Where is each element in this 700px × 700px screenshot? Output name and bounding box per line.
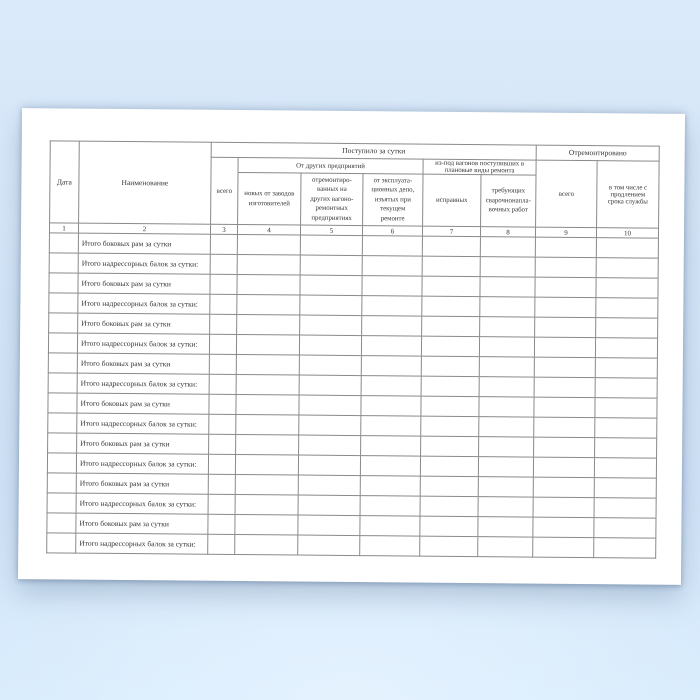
row-value-cell (480, 237, 535, 257)
header-needs-welding: требующих сварочнонапла- вочных работ (481, 175, 537, 227)
row-name-cell: Итого боковых рам за сутки (78, 233, 210, 254)
row-value-cell (210, 234, 237, 254)
row-name-cell: Итого боковых рам за сутки (77, 393, 209, 414)
row-date-cell (47, 533, 76, 553)
row-value-cell (533, 517, 594, 538)
row-date-cell (48, 353, 77, 373)
header-repaired-group: Отремонтировано (536, 145, 659, 161)
row-value-cell (479, 377, 534, 397)
row-value-cell (300, 275, 362, 296)
row-value-cell (480, 297, 535, 317)
row-value-cell (478, 457, 533, 477)
row-value-cell (420, 536, 478, 557)
row-value-cell (299, 355, 361, 376)
column-number: 3 (210, 224, 237, 234)
row-value-cell (298, 455, 360, 476)
row-value-cell (596, 298, 658, 319)
row-name-cell: Итого боковых рам за сутки (77, 433, 209, 454)
row-name-cell: Итого надрессорных балок за сутки: (77, 373, 209, 394)
table-row (47, 533, 656, 558)
row-name-cell: Итого боковых рам за сутки (78, 273, 210, 294)
row-value-cell (594, 498, 656, 519)
row-date-cell (48, 393, 77, 413)
row-value-cell (420, 516, 478, 537)
row-value-cell (300, 315, 362, 336)
row-value-cell (361, 356, 421, 377)
row-value-cell (236, 374, 299, 395)
row-value-cell (595, 398, 657, 419)
row-value-cell (595, 418, 657, 439)
row-value-cell (479, 337, 534, 357)
row-name-cell: Итого надрессорных балок за сутки: (78, 253, 210, 274)
row-value-cell (478, 497, 533, 517)
column-number: 6 (362, 226, 422, 237)
column-number: 2 (78, 223, 210, 234)
row-value-cell (210, 254, 237, 274)
row-value-cell (237, 314, 300, 335)
row-name-cell: Итого надрессорных балок за сутки: (78, 293, 210, 314)
row-date-cell (47, 473, 76, 493)
row-value-cell (594, 538, 656, 559)
row-value-cell (236, 354, 299, 375)
row-value-cell (422, 316, 480, 337)
row-value-cell (299, 435, 361, 456)
row-value-cell (362, 316, 422, 337)
row-date-cell (48, 373, 77, 393)
row-value-cell (535, 257, 596, 278)
row-value-cell (534, 437, 595, 458)
row-value-cell (595, 378, 657, 399)
row-value-cell (533, 537, 594, 558)
row-date-cell (47, 513, 76, 533)
row-value-cell (362, 256, 422, 277)
row-value-cell (422, 296, 480, 317)
row-name-cell: Итого надрессорных балок за сутки: (77, 413, 209, 434)
row-value-cell (209, 354, 236, 374)
row-value-cell (235, 514, 298, 535)
row-value-cell (361, 436, 421, 457)
row-value-cell (210, 314, 237, 334)
row-value-cell (533, 477, 594, 498)
row-name-cell: Итого надрессорных балок за сутки: (77, 333, 209, 354)
row-value-cell (299, 415, 361, 436)
row-value-cell (299, 395, 361, 416)
header-from-other-group: От других предприятий (238, 158, 423, 175)
row-value-cell (300, 255, 362, 276)
row-value-cell (361, 396, 421, 417)
row-date-cell (48, 333, 77, 353)
column-number: 9 (536, 227, 597, 238)
row-value-cell (361, 336, 421, 357)
row-value-cell (596, 258, 658, 279)
row-value-cell (209, 374, 236, 394)
row-value-cell (479, 397, 534, 417)
row-value-cell (210, 274, 237, 294)
row-value-cell (421, 376, 479, 397)
row-value-cell (361, 416, 421, 437)
row-value-cell (596, 238, 658, 259)
row-value-cell (298, 475, 360, 496)
table-body (47, 233, 659, 558)
row-value-cell (420, 456, 478, 477)
row-value-cell (236, 394, 299, 415)
row-value-cell (421, 356, 479, 377)
header-received-total: всего (211, 157, 239, 224)
row-value-cell (236, 414, 299, 435)
row-value-cell (208, 514, 235, 534)
row-value-cell (594, 458, 656, 479)
row-value-cell (594, 518, 656, 539)
row-value-cell (236, 334, 299, 355)
row-value-cell (362, 276, 422, 297)
row-value-cell (478, 517, 533, 537)
row-value-cell (235, 454, 298, 475)
header-from-wagons-group: из-под вагонов поступивших в плановые виды ремонта (423, 159, 536, 175)
row-value-cell (421, 436, 479, 457)
row-date-cell (48, 433, 77, 453)
row-value-cell (421, 416, 479, 437)
row-value-cell (208, 454, 235, 474)
row-date-cell (49, 313, 78, 333)
row-value-cell (237, 274, 300, 295)
row-value-cell (209, 434, 236, 454)
row-name-cell: Итого боковых рам за сутки (77, 353, 209, 374)
row-value-cell (208, 534, 235, 554)
row-value-cell (420, 496, 478, 517)
row-value-cell (360, 516, 420, 537)
row-value-cell (479, 357, 534, 377)
row-value-cell (480, 257, 535, 277)
row-name-cell: Итого боковых рам за сутки (78, 313, 210, 334)
row-value-cell (595, 438, 657, 459)
row-value-cell (299, 335, 361, 356)
row-value-cell (209, 334, 236, 354)
row-value-cell (534, 337, 595, 358)
paper-sheet (18, 108, 685, 585)
row-value-cell (479, 417, 534, 437)
row-date-cell (47, 493, 76, 513)
row-name-cell: Итого боковых рам за сутки (76, 473, 208, 494)
row-value-cell (535, 237, 596, 258)
row-value-cell (533, 497, 594, 518)
journal-table (46, 140, 660, 558)
header-name: Наименование (79, 141, 212, 224)
row-value-cell (362, 296, 422, 317)
row-value-cell (360, 456, 420, 477)
row-value-cell (422, 256, 480, 277)
row-value-cell (360, 496, 420, 517)
header-repaired-at-other: отремонтиро- ванных на других вагоно- ремонтных предприятиях (301, 173, 363, 226)
header-new-from-plants: новых от заводов изготовителей (238, 173, 301, 226)
row-value-cell (360, 536, 420, 557)
row-value-cell (534, 397, 595, 418)
row-value-cell (479, 437, 534, 457)
header-serviceable: исправных (423, 174, 481, 227)
row-value-cell (298, 535, 360, 556)
row-value-cell (360, 476, 420, 497)
row-value-cell (208, 494, 235, 514)
header-date: Дата (50, 141, 80, 223)
row-value-cell (208, 474, 235, 494)
column-number: 5 (300, 225, 362, 236)
row-value-cell (210, 294, 237, 314)
row-date-cell (49, 233, 78, 253)
row-value-cell (535, 317, 596, 338)
row-value-cell (421, 396, 479, 417)
row-value-cell (478, 477, 533, 497)
header-from-depot: от эксплуата- ционных депо, изъятых при текущем ремонте (363, 174, 423, 227)
row-date-cell (49, 293, 78, 313)
row-value-cell (209, 414, 236, 434)
row-value-cell (595, 338, 657, 359)
row-value-cell (535, 277, 596, 298)
row-name-cell: Итого надрессорных балок за сутки: (76, 533, 208, 554)
row-value-cell (361, 376, 421, 397)
column-number: 4 (237, 225, 300, 236)
row-date-cell (49, 273, 78, 293)
row-value-cell (209, 394, 236, 414)
header-received-group: Поступило за сутки (211, 142, 536, 160)
row-value-cell (533, 457, 594, 478)
row-value-cell (237, 254, 300, 275)
row-value-cell (594, 478, 656, 499)
row-value-cell (596, 318, 658, 339)
row-value-cell (298, 495, 360, 516)
row-value-cell (480, 317, 535, 337)
row-value-cell (478, 537, 533, 557)
row-name-cell: Итого надрессорных балок за сутки: (76, 493, 208, 514)
row-value-cell (237, 294, 300, 315)
row-value-cell (534, 417, 595, 438)
row-value-cell (236, 434, 299, 455)
row-value-cell (422, 276, 480, 297)
row-value-cell (235, 474, 298, 495)
header-repaired-extended: в том числе с продлением срока службы (597, 161, 660, 229)
column-number: 10 (597, 228, 659, 239)
row-value-cell (420, 476, 478, 497)
column-number: 8 (480, 227, 535, 237)
row-value-cell (534, 357, 595, 378)
row-value-cell (300, 295, 362, 316)
row-date-cell (47, 453, 76, 473)
row-value-cell (422, 236, 480, 257)
table-header (49, 141, 659, 238)
row-value-cell (299, 375, 361, 396)
row-value-cell (235, 494, 298, 515)
row-value-cell (362, 236, 422, 257)
row-value-cell (300, 235, 362, 256)
column-number: 7 (422, 226, 480, 237)
row-value-cell (595, 358, 657, 379)
row-name-cell: Итого боковых рам за сутки (76, 513, 208, 534)
header-repaired-total: всего (536, 160, 598, 228)
row-date-cell (48, 413, 77, 433)
row-value-cell (596, 278, 658, 299)
row-value-cell (535, 297, 596, 318)
row-value-cell (421, 336, 479, 357)
row-date-cell (49, 253, 78, 273)
row-value-cell (534, 377, 595, 398)
row-value-cell (237, 235, 300, 256)
row-value-cell (235, 534, 298, 555)
row-name-cell: Итого надрессорных балок за сутки: (76, 453, 208, 474)
row-value-cell (298, 515, 360, 536)
column-number: 1 (49, 223, 78, 233)
row-value-cell (480, 277, 535, 297)
